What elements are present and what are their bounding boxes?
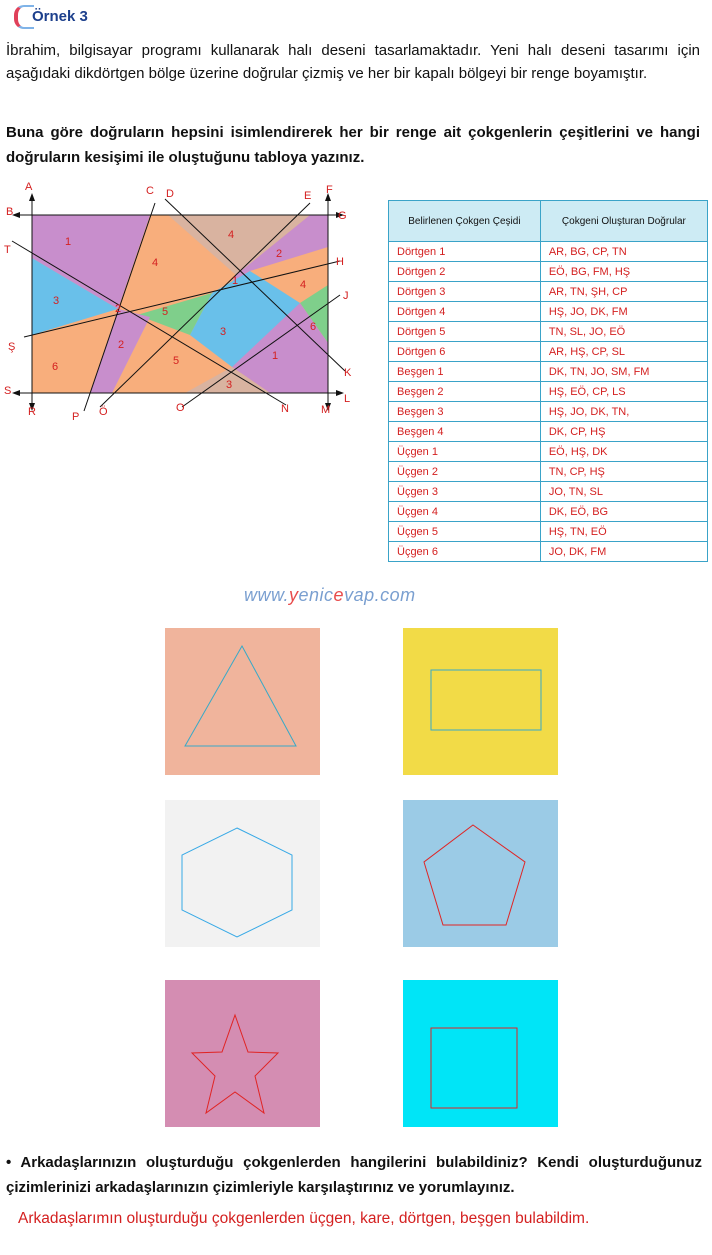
- polygon-type-cell: Üçgen 1: [389, 442, 541, 462]
- task-paragraph: Buna göre doğruların hepsini isimlendirerek her bir renge ait çokgenlerin çeşitlerini ve hangi doğruların kesişimi ile oluştuğunu tabloya yazınız.: [6, 124, 700, 166]
- point-label: C: [146, 185, 154, 197]
- polygon-type-cell: Dörtgen 5: [389, 322, 541, 342]
- point-label: Ö: [99, 406, 108, 418]
- table-row: [389, 382, 708, 402]
- table-row: [389, 462, 708, 482]
- table-row: [389, 262, 708, 282]
- region-number: 5: [162, 306, 169, 318]
- lines-cell: TN, CP, HŞ: [540, 462, 707, 482]
- lines-cell: DK, EÖ, BG: [540, 502, 707, 522]
- table-row: [389, 322, 708, 342]
- lines-cell: AR, BG, CP, TN: [540, 242, 707, 262]
- region-number: 4: [228, 229, 235, 241]
- point-label: K: [344, 367, 352, 379]
- polygon-type-cell: Dörtgen 6: [389, 342, 541, 362]
- tile-rectangle: [403, 628, 558, 775]
- tile-pentagon: [403, 800, 558, 947]
- polygon-type-cell: Üçgen 2: [389, 462, 541, 482]
- polygon-type-cell: Dörtgen 2: [389, 262, 541, 282]
- point-label: A: [25, 181, 33, 193]
- polygon-type-cell: Beşgen 4: [389, 422, 541, 442]
- point-label: P: [72, 411, 80, 423]
- table-row: [389, 282, 708, 302]
- table-row: [389, 362, 708, 382]
- intro-paragraph: İbrahim, bilgisayar programı kullanarak halı deseni tasarlamaktadır. Yeni halı deseni tasarımı için aşağıdaki dikdörtgen bölge üzerine doğrular çizmiş ve her bir kapalı bölgeyi bir renge boyamıştır.: [6, 42, 700, 82]
- watermark: [244, 585, 416, 606]
- watermark-accent-e: e: [333, 585, 345, 605]
- region-number: 1: [232, 275, 239, 287]
- point-label: M: [321, 404, 331, 416]
- watermark-rest: vap.com: [344, 585, 416, 605]
- watermark-prefix: www.: [244, 585, 290, 605]
- star-shape: [192, 1015, 278, 1113]
- table-row: [389, 342, 708, 362]
- region-number: 6: [52, 361, 59, 373]
- point-label: Ş: [8, 341, 16, 353]
- region-number: 3: [53, 295, 60, 307]
- point-label: D: [166, 188, 174, 200]
- lines-cell: AR, TN, ŞH, CP: [540, 282, 707, 302]
- polygon-type-cell: Üçgen 3: [389, 482, 541, 502]
- table-row: [389, 502, 708, 522]
- region-number: 1: [272, 350, 279, 362]
- lines-cell: AR, HŞ, CP, SL: [540, 342, 707, 362]
- lines-cell: HŞ, TN, EÖ: [540, 522, 707, 542]
- polygon-type-cell: Dörtgen 1: [389, 242, 541, 262]
- table-row: [389, 482, 708, 502]
- region-number: 1: [65, 236, 72, 248]
- point-label: B: [6, 206, 14, 218]
- colored-regions: [32, 215, 328, 393]
- table-header-lines: Çokgeni Oluşturan Doğrular: [540, 201, 707, 242]
- point-label: O: [176, 402, 185, 414]
- region-number: 4: [300, 279, 307, 291]
- lines-cell: JO, DK, FM: [540, 542, 707, 562]
- region-number: 6: [310, 321, 317, 333]
- point-label: G: [338, 210, 347, 222]
- region-number: 2: [276, 248, 283, 260]
- polygon-table: [388, 200, 708, 562]
- table-row: [389, 242, 708, 262]
- polygon-type-cell: Üçgen 5: [389, 522, 541, 542]
- point-label: L: [344, 393, 351, 405]
- table-row: [389, 402, 708, 422]
- tile-triangle: [165, 628, 320, 775]
- point-label: J: [343, 290, 349, 302]
- table-row: [389, 522, 708, 542]
- example-badge: [14, 4, 88, 28]
- tile-square: [403, 980, 558, 1127]
- region-number: 5: [173, 355, 180, 367]
- table-row: [389, 302, 708, 322]
- lines-cell: EÖ, HŞ, DK: [540, 442, 707, 462]
- question-paragraph: • Arkadaşlarınızın oluşturduğu çokgenlerden hangilerini bulabildiniz? Kendi oluşturduğunuz çizimlerinizi arkadaşlarınızın çizimleriyle karşılaştırınız ve yorumlayınız.: [6, 1154, 702, 1196]
- point-label: N: [281, 403, 289, 415]
- lines-cell: JO, TN, SL: [540, 482, 707, 502]
- lines-cell: HŞ, JO, DK, FM: [540, 302, 707, 322]
- watermark-middle: enic: [298, 585, 334, 605]
- region-number: 2: [118, 339, 125, 351]
- table-header-polygon-type: Belirlenen Çokgen Çeşidi: [389, 201, 541, 242]
- hexagon-shape: [182, 828, 292, 937]
- tile-star: [165, 980, 320, 1127]
- polygon-type-cell: Beşgen 2: [389, 382, 541, 402]
- badge-swoosh-icon: [14, 5, 34, 29]
- polygon-type-cell: Üçgen 6: [389, 542, 541, 562]
- lines-cell: EÖ, BG, FM, HŞ: [540, 262, 707, 282]
- point-label: S: [4, 385, 12, 397]
- polygon-type-cell: Beşgen 3: [389, 402, 541, 422]
- polygon-type-cell: Dörtgen 3: [389, 282, 541, 302]
- table-row: [389, 542, 708, 562]
- polygon-type-cell: Üçgen 4: [389, 502, 541, 522]
- example-title: Örnek 3: [32, 7, 88, 25]
- lines-cell: TN, SL, JO, EÖ: [540, 322, 707, 342]
- carpet-diagram: [0, 175, 380, 425]
- point-label: R: [28, 406, 36, 418]
- point-label: F: [326, 184, 333, 196]
- region-number: 4: [152, 257, 159, 269]
- pentagon-shape: [424, 825, 525, 925]
- answer-text: Arkadaşlarımın oluşturduğu çokgenlerden üçgen, kare, dörtgen, beşgen bulabildim.: [18, 1210, 590, 1227]
- region-number: 3: [226, 379, 233, 391]
- table-row: [389, 422, 708, 442]
- polygon-type-cell: Beşgen 1: [389, 362, 541, 382]
- polygon-type-cell: Dörtgen 4: [389, 302, 541, 322]
- square-shape: [431, 1028, 517, 1108]
- lines-cell: HŞ, JO, DK, TN,: [540, 402, 707, 422]
- region-number: 3: [220, 326, 227, 338]
- point-label: T: [4, 244, 11, 256]
- triangle-shape: [185, 646, 296, 746]
- rectangle-shape: [431, 670, 541, 730]
- table-row: [389, 442, 708, 462]
- lines-cell: DK, CP, HŞ: [540, 422, 707, 442]
- watermark-accent-y: y: [289, 585, 299, 605]
- lines-cell: HŞ, EÖ, CP, LS: [540, 382, 707, 402]
- table-body: [389, 242, 708, 562]
- region-number: 2: [115, 303, 122, 315]
- point-label: H: [336, 256, 344, 268]
- tile-hexagon: [165, 800, 320, 947]
- lines-cell: DK, TN, JO, SM, FM: [540, 362, 707, 382]
- point-label: E: [304, 190, 312, 202]
